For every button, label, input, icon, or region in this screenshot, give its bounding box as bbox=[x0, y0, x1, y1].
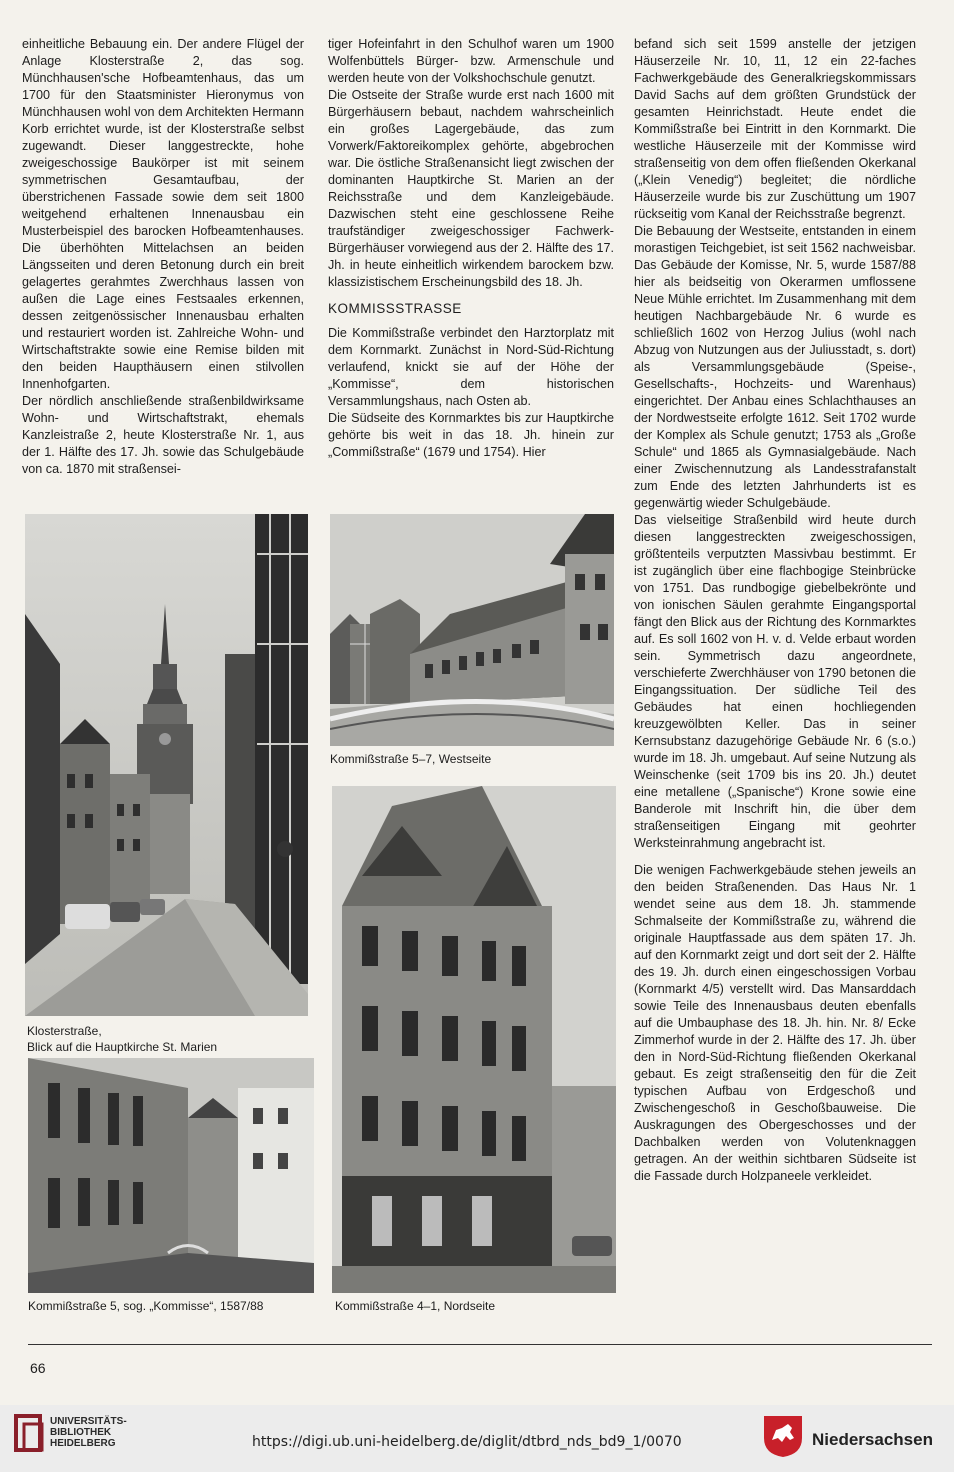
photo-kommisse bbox=[28, 1058, 314, 1293]
section-heading: KOMMISSSTRASSE bbox=[328, 301, 462, 316]
paragraph: Der nördlich anschließende straßenbildwirksame Wohn- und Wirtschaftstrakt, ehemals Kanzleistraße 2, heute Klosterstraße Nr. 1, aus der 1. Hälfte des 17. Jh. sowie das Schulgebäude von ca. 1870 mit straßensei- bbox=[22, 394, 304, 476]
library-name bbox=[50, 1416, 127, 1449]
photo-kommissstrasse-5-7 bbox=[330, 514, 614, 746]
photo-klosterstrasse bbox=[25, 514, 308, 1016]
library-line: UNIVERSITÄTS- bbox=[50, 1416, 127, 1427]
library-logo-icon bbox=[12, 1414, 46, 1452]
paragraph: Die wenigen Fachwerkgebäude stehen jeweils an den beiden Straßenenden. Das Haus Nr. 1 wendet seine aus dem 18. Jh. stammende Schmalseite der Kommißstraße zu, während die originale Hauptfassade aus dem späten 17. Jh. auf den Kornmarkt zeigt und dort seit der 2. Hälfte des 19. Jh. durch einen eingeschossigen Vorbau (Kornmarkt 4/5) verstellt wird. Das Mansarddach sowie Teile des Innenausbaus deuten ebenfalls auf die Umbauphase des 18. Jh. hin. Nr. 8/ Ecke Zimmerhof wurde in der 2. Hälfte des 17. Jh. über den in Nord-Süd-Richtung fließenden Okerkanal gebaut. Es zeigt straßenseitig den für die Zeit typischen Aufbau von Erdgeschoß und Zwischengeschoß in Geschoßbauweise. Die Auskragungen des Obergeschosses und der Dachbalken werden von Volutenknaggen getragen. An der weithin sichtbaren Südseite ist die Fassade durch Holzpaneele verkleidet. bbox=[634, 863, 916, 1183]
source-url-link[interactable]: https://digi.ub.uni-heidelberg.de/diglit/dtbrd_nds_bd9_1/0070 bbox=[252, 1434, 682, 1450]
paragraph: Das vielseitige Straßenbild wird heute durch diesen langgestreckten zweigeschossigen, größtenteils verputzten Massivbau bestimmt. Er ist zugänglich über eine flachbogige Steinbrücke von 1751. Das rundbogige giebelbekrönte und von ionischen Säulen gerahmte Eingangsportal fängt den Blick aus der Richtung des Kornmarktes auf. Es soll 1602 von H. v. d. Velde erbaut worden sein. Symmetrisch dazu angeordnete, verschieferte Zwerchhäuser von 1790 betonen die Eingangssituation. Der südliche Teil des Gebäudes hat einen hochliegenden kreuzgewölbten Keller. Das in seiner Kernsubstanz dazugehörige Gebäude Nr. 6 (s.o.) wurde im 18. Jh. umgebaut. Auf seine Nutzung als Weinschenke (seit 1709 bis ins 20. Jh.) deutet eine metallene („Spanische“) Krone sowie eine Banderole mit Inschrift hin, die über dem straßenseitigen Eingang mit geohrter Werksteinrahmung angebracht ist. bbox=[634, 513, 916, 850]
library-line: HEIDELBERG bbox=[50, 1438, 116, 1449]
text-column-2 bbox=[328, 36, 614, 461]
paragraph: Die Kommißstraße verbindet den Harztorplatz mit dem Kornmarkt. Zunächst in Nord-Süd-Richtung verlaufend, knickt sie auf der Höhe der „Kommisse“, dem historischen Versammlungshaus, nach Osten ab. bbox=[328, 326, 614, 408]
library-line: BIBLIOTHEK bbox=[50, 1427, 112, 1438]
page-number: 66 bbox=[30, 1360, 46, 1376]
text-column-1 bbox=[22, 36, 304, 478]
caption-line: Klosterstraße, bbox=[27, 1024, 102, 1038]
caption-klosterstrasse bbox=[27, 1023, 217, 1055]
caption-kommissstrasse-5-7: Kommißstraße 5–7, Westseite bbox=[330, 752, 492, 766]
photo-kommissstrasse-4-1 bbox=[332, 786, 616, 1293]
text-column-3 bbox=[634, 36, 916, 1185]
paragraph: Die Bebauung der Westseite, entstanden in einem morastigen Teichgebiet, ist seit 1562 nachweisbar. Das Gebäude der Komisse, Nr. 5, wurde 1587/88 hier als beidseitig von Okerarmen umflossene Neue Mühle errichtet. Im Zusammenhang mit dem heutigen Nachbargebäude Nr. 6 wurde es schließlich 1602 von Herzog Julius (wohl nach Abzug von Nutzungen aus der Juliusstadt, s. dort) als Versammlungsgebäude (Speise-, Gesellschafts-, Hochzeits- und Warenhaus) eingerichtet. Der Anbau eines Schlachthauses an der Nordwestseite erfolgte 1612. Seit 1702 wurde der Komplex als Schule genutzt; 1753 als „Große Schule“ und 1865 als Gymnasialgebäude. Nach einer Zwischennutzung als Landesstrafanstalt zum Ende des letzten Jahrhunderts ist es gegenwärtig wieder Schulgebäude. bbox=[634, 224, 916, 510]
paragraph: befand sich seit 1599 anstelle der jetzigen Häuserzeile Nr. 10, 11, 12 ein 22-faches Fachwerkgebäude des Generalkriegskommissars David Sachs auf dem größten Grundstück der gesamten Heinrichstadt. Heute endet die Kommißstraße bei Eintritt in den Kornmarkt. Die westliche Häuserzeile mit der Kommisse wird straßenseitig von dem offen fließenden Okerkanal („Klein Venedig“) begleitet; die nördliche Häuserzeile wurde bis zur Zuschüttung um 1907 rückseitig vom Kanal der Reichsstraße begrenzt. bbox=[634, 37, 916, 221]
paragraph: Die Südseite des Kornmarktes bis zur Hauptkirche gehörte bis weit in das 18. Jh. hinein zur „Commißstraße“ (1679 und 1754). Hier bbox=[328, 411, 614, 459]
caption-kommisse: Kommißstraße 5, sog. „Kommisse“, 1587/88 bbox=[28, 1299, 264, 1313]
caption-kommissstrasse-4-1: Kommißstraße 4–1, Nordseite bbox=[335, 1299, 496, 1313]
caption-line: Blick auf die Hauptkirche St. Marien bbox=[27, 1040, 218, 1054]
paragraph: tiger Hofeinfahrt in den Schulhof waren um 1900 Wolfenbüttels Bürger- bzw. Armenschule und werden heute von der Volkshochschule genutzt. bbox=[328, 37, 614, 85]
paragraph: einheitliche Bebauung ein. Der andere Flügel der Anlage Klosterstraße 2, das sog. Münchhausen'sche Hofbeamtenhaus, das um 1700 für den Staatsminister Hieronymus von Münchhausen wohl von dem Architekten Hermann Korb errichtet wurde, ist der Klosterstraße selbst zugewandt. Dieser langgestreckte, hohe zweigeschossige Baukörper ist mit seinem symmetrischen Gesamtaufbau, der überstrichenen Fassade sowie dem seit 1800 weitgehend erhaltenen Innenausbau ein Musterbeispiel des barocken Hofbeamtenhauses. Die überhöhten Mittelachsen an beiden Längsseiten und deren Betonung durch ein breit gelagertes gerahmtes Zwerchhaus lassen von außen die Lage eines Festsaales erkennen, dessen zeitgenössischer Innenausbau erhalten und restauriert worden ist. Zahlreiche Wohn- und Wirtschaftstrakte sowie eine Remise bilden mit den beiden Haupthäusern einen stilvollen Innenhofgarten. bbox=[22, 37, 304, 391]
region-name: Niedersachsen bbox=[812, 1430, 933, 1449]
paragraph: Die Ostseite der Straße wurde erst nach 1600 mit Bürgerhäusern bebaut, nachdem wahrscheinlich ein großes Lagergebäude, das zum Vorwerk/Faktoreikomplex gehörte, abgebrochen war. Die östliche Straßenansicht liegt zwischen der dominanten Hauptkirche St. Marien an der Reichsstraße und dem Kanzleigebäude. Dazwischen steht eine geschlossene Reihe traufständiger zweigeschossiger Fachwerk-Bürgerhäuser vorwiegend aus der 2. Hälfte des 17. Jh. in heute einheitlich wirkendem barockem bzw. klassizistischem Erscheinungsbild des 18. Jh. bbox=[328, 88, 614, 289]
niedersachsen-coat-of-arms-icon bbox=[762, 1414, 804, 1458]
footer-rule bbox=[28, 1344, 932, 1345]
